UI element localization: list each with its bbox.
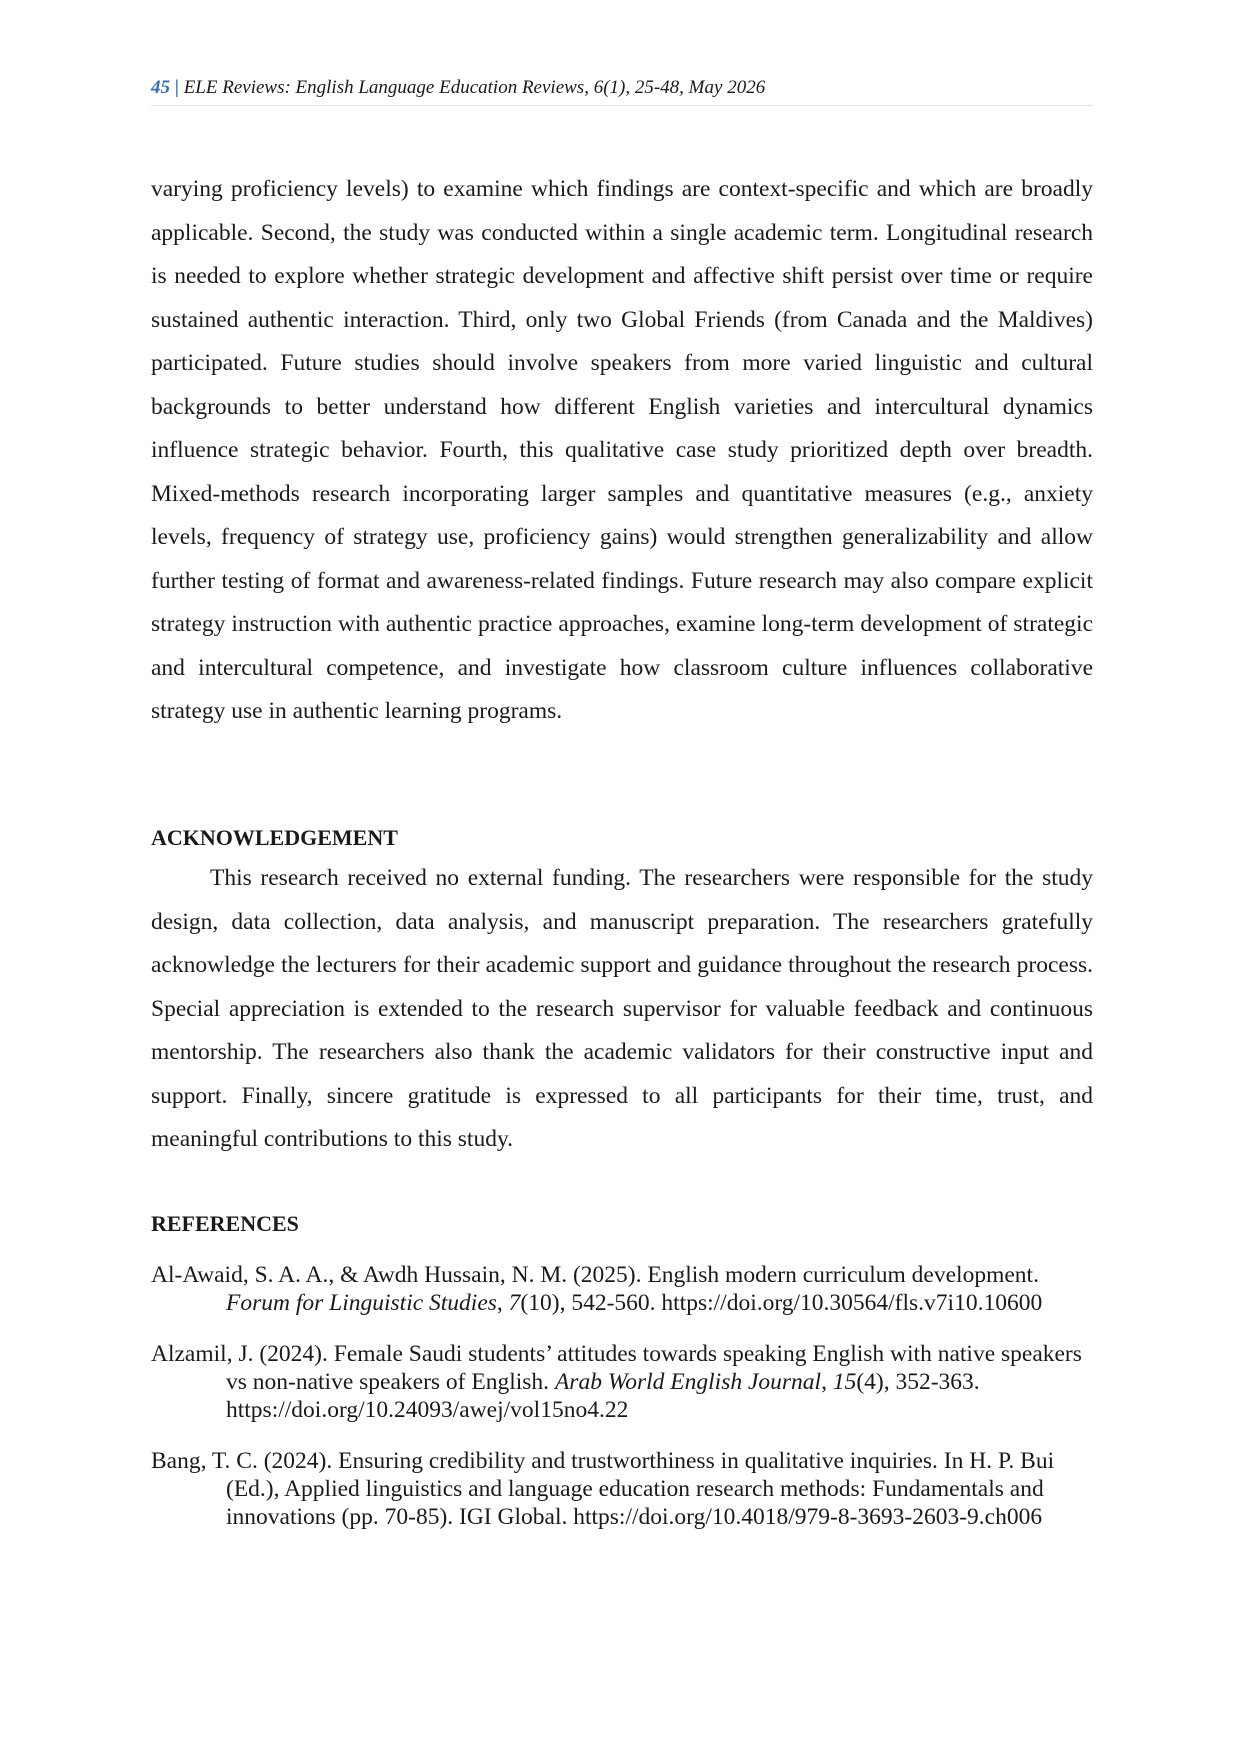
acknowledgement-paragraph: This research received no external funding. The researchers were responsible for the study design, data collection, data analysis, and manuscript preparation. The researchers gratefully acknowledge the lecturers for their academic support and guidance throughout the research process. Special appreciation is extended to the research supervisor for valuable feedback and continuous mentorship. The researchers also thank the academic validators for their constructive input and support. Finally, sincere gratitude is expressed to all participants for their time, trust, and meaningful contributions to this study. <box>151 865 1093 1152</box>
reference-journal: Forum for Linguistic Studies <box>226 1290 497 1316</box>
reference-item <box>151 1261 1093 1317</box>
reference-journal: Arab World English Journal <box>554 1369 822 1395</box>
acknowledgement-heading: ACKNOWLEDGEMENT <box>151 825 398 850</box>
running-header <box>151 76 1093 106</box>
page-number: 45 <box>151 77 170 98</box>
reference-text: Al-Awaid, S. A. A., & Awdh Hussain, N. M. (2025). English modern curriculum development. <box>151 1262 1039 1288</box>
reference-item <box>151 1340 1093 1424</box>
reference-item <box>151 1447 1093 1531</box>
reference-separator: , <box>821 1369 833 1395</box>
reference-volume: 15 <box>832 1369 857 1395</box>
reference-volume: 7 <box>508 1290 521 1316</box>
journal-citation: ELE Reviews: English Language Education Reviews, 6(1), 25-48, May 2026 <box>183 77 766 98</box>
body-paragraph: varying proficiency levels) to examine which findings are context-specific and which are broadly applicable. Second, the study was conducted within a single academic term. Longitudinal research is needed to explore whether strategic development and affective shift persist over time or require sustained authentic interaction. Third, only two Global Friends (from Canada and the Maldives) participated. Future studies should involve speakers from more varied linguistic and cultural backgrounds to better understand how different English varieties and intercultural dynamics influence strategic behavior. Fourth, this qualitative case study prioritized depth over breadth. Mixed-methods research incorporating larger samples and quantitative measures (e.g., anxiety levels, frequency of strategy use, proficiency gains) would strengthen generalizability and allow further testing of format and awareness-related findings. Future research may also compare explicit strategy instruction with authentic practice approaches, examine long-term development of strategic and intercultural competence, and investigate how classroom culture influences collaborative strategy use in authentic learning programs. <box>151 176 1093 724</box>
reference-text: Bang, T. C. (2024). Ensuring credibility and trustworthiness in qualitative inquiries. In H. P. Bui (Ed.), Applied linguistics and language education research methods: Fundamentals and innovations (pp. 70-85). IGI Global. https://doi.org/10.4018/979-8-3693-2603-9.ch006 <box>151 1448 1055 1530</box>
reference-text: (4), 352-363. https://doi.org/10.24093/awej/vol15no4.22 <box>226 1369 980 1423</box>
reference-text: (10), 542-560. https://doi.org/10.30564/fls.v7i10.10600 <box>520 1290 1043 1316</box>
reference-separator: , <box>496 1290 509 1316</box>
header-separator: | <box>174 77 179 98</box>
reference-list <box>151 1261 1093 1554</box>
reference-text: Alzamil, J. (2024). Female Saudi students’ attitudes towards speaking English with native speakers vs non-native speakers of English. <box>151 1341 1082 1395</box>
references-heading: REFERENCES <box>151 1211 299 1236</box>
